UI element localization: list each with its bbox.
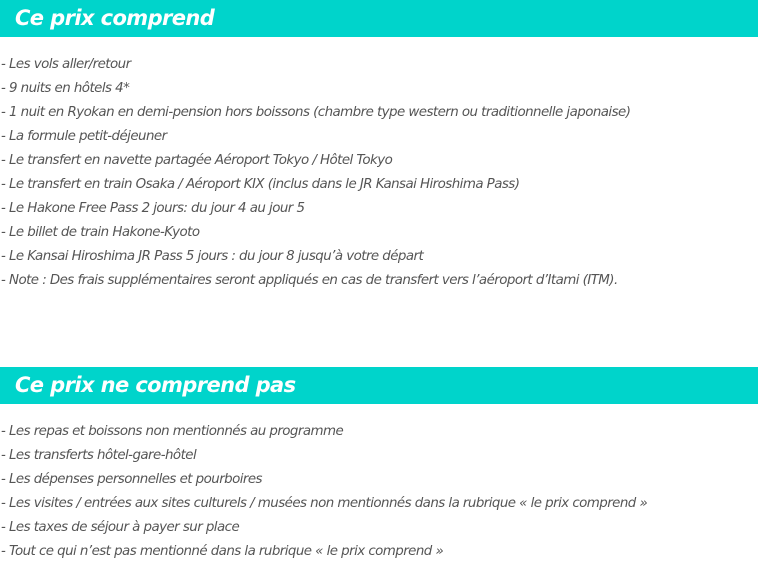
- list-item: - Le Kansai Hiroshima JR Pass 5 jours : du jour 8 jusqu’à votre départ: [1, 249, 424, 264]
- excluded-section-header: Ce prix ne comprend pas: [0, 367, 758, 404]
- list-item: - Le transfert en navette partagée Aéroport Tokyo / Hôtel Tokyo: [1, 153, 393, 168]
- list-item: - Le transfert en train Osaka / Aéroport KIX (inclus dans le JR Kansai Hiroshima Pass): [1, 177, 520, 192]
- excluded-items-list: [1, 420, 647, 564]
- list-item: - La formule petit-déjeuner: [1, 129, 167, 144]
- included-items-list: [1, 53, 630, 293]
- list-item: - Note : Des frais supplémentaires seront appliqués en cas de transfert vers l’aéroport d’Itami (ITM).: [1, 273, 618, 288]
- included-section-header: Ce prix comprend: [0, 0, 758, 37]
- list-item: - Les vols aller/retour: [1, 57, 131, 72]
- list-item: - Le Hakone Free Pass 2 jours: du jour 4 au jour 5: [1, 201, 305, 216]
- list-item: - Les transferts hôtel-gare-hôtel: [1, 448, 197, 463]
- list-item: - Le billet de train Hakone-Kyoto: [1, 225, 200, 240]
- list-item: - 9 nuits en hôtels 4*: [1, 81, 130, 96]
- list-item: - 1 nuit en Ryokan en demi-pension hors boissons (chambre type western ou traditionnelle japonaise): [1, 105, 631, 120]
- list-item: - Les dépenses personnelles et pourboires: [1, 472, 262, 487]
- list-item: - Les taxes de séjour à payer sur place: [1, 520, 240, 535]
- list-item: - Les visites / entrées aux sites culturels / musées non mentionnés dans la rubrique « le prix comprend »: [1, 496, 648, 511]
- list-item: - Tout ce qui n’est pas mentionné dans la rubrique « le prix comprend »: [1, 544, 444, 559]
- list-item: - Les repas et boissons non mentionnés au programme: [1, 424, 344, 439]
